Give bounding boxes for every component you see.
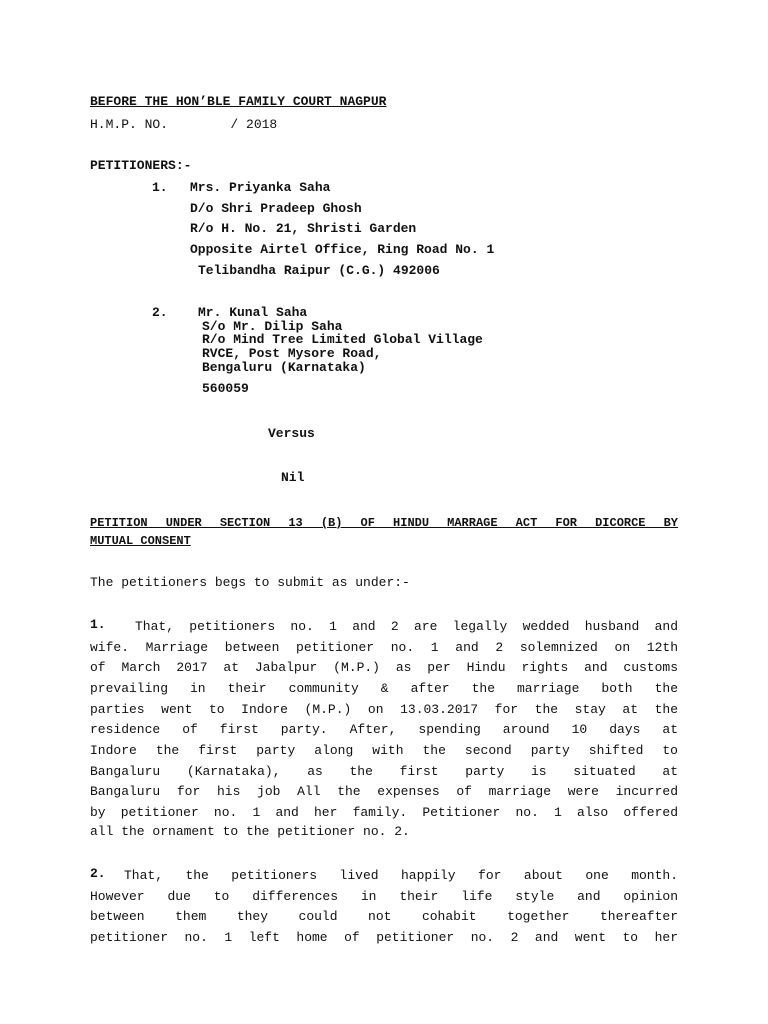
- paragraph-2-line: between them they could not cohabit together thereafter: [90, 909, 678, 924]
- paragraph-1-line: wife. Marriage between petitioner no. 1 and 2 solemnized on 12th: [90, 640, 678, 655]
- hmp-number-line: H.M.P. NO. / 2018: [90, 117, 278, 132]
- petition-heading-line2: MUTUAL CONSENT: [90, 534, 191, 548]
- intro-line: The petitioners begs to submit as under:-: [90, 575, 410, 590]
- paragraph-1-line: prevailing in their community & after the marriage both the: [90, 681, 678, 696]
- paragraph-1-line: all the ornament to the petitioner no. 2.: [90, 824, 410, 839]
- versus-label: Versus: [268, 426, 315, 441]
- petitioner-1-relation: D/o Shri Pradeep Ghosh: [190, 201, 362, 216]
- petitioner-1-address-line1: R/o H. No. 21, Shristi Garden: [190, 221, 417, 236]
- paragraph-2-line: That, the petitioners lived happily for about one month.: [124, 868, 678, 883]
- petitioners-heading: PETITIONERS:-: [90, 158, 192, 173]
- paragraph-1-line: Bangaluru (Karnataka), as the first party is situated at: [90, 764, 678, 779]
- petitioner-2-address-line1: R/o Mind Tree Limited Global Village: [202, 332, 483, 347]
- petitioner-2-address-line2: RVCE, Post Mysore Road,: [202, 346, 382, 361]
- petitioner-2-relation: S/o Mr. Dilip Saha: [202, 319, 343, 334]
- petitioner-1-address-line2: Opposite Airtel Office, Ring Road No. 1: [190, 242, 495, 257]
- paragraph-2-line: However due to differences in their life style and opinion: [90, 889, 678, 904]
- petition-heading-line1: PETITION UNDER SECTION 13 (B) OF HINDU MARRAGE ACT FOR DICORCE BY: [90, 516, 678, 530]
- paragraph-1-line: residence of first party. After, spending around 10 days at: [90, 722, 678, 737]
- paragraph-1-line: Indore the first party along with the second party shifted to: [90, 743, 678, 758]
- petitioner-1-number: 1.: [152, 180, 168, 195]
- petitioner-2-name: Mr. Kunal Saha: [198, 305, 308, 320]
- petitioner-1-name: Mrs. Priyanka Saha: [190, 180, 331, 195]
- paragraph-2-line: petitioner no. 1 left home of petitioner no. 2 and went to her: [90, 930, 678, 945]
- paragraph-1-line: parties went to Indore (M.P.) on 13.03.2017 for the stay at the: [90, 702, 678, 717]
- paragraph-1-line: by petitioner no. 1 and her family. Petitioner no. 1 also offered: [90, 805, 678, 820]
- paragraph-1-line: of March 2017 at Jabalpur (M.P.) as per Hindu rights and customs: [90, 660, 678, 675]
- petitioner-2-pincode: 560059: [202, 381, 249, 396]
- paragraph-1-line: That, petitioners no. 1 and 2 are legally wedded husband and: [135, 619, 678, 634]
- court-title: BEFORE THE HON’BLE FAMILY COURT NAGPUR: [90, 94, 387, 109]
- paragraph-1-line: Bangaluru for his job All the expenses of marriage were incurred: [90, 784, 678, 799]
- paragraph-1-number: 1.: [90, 617, 106, 632]
- petitioner-2-address-line3: Bengaluru (Karnataka): [202, 360, 366, 375]
- respondent-nil: Nil: [281, 470, 305, 485]
- petitioner-1-address-line3: Telibandha Raipur (C.G.) 492006: [198, 263, 440, 278]
- paragraph-2-number: 2.: [90, 866, 106, 881]
- petitioner-2-number: 2.: [152, 305, 168, 320]
